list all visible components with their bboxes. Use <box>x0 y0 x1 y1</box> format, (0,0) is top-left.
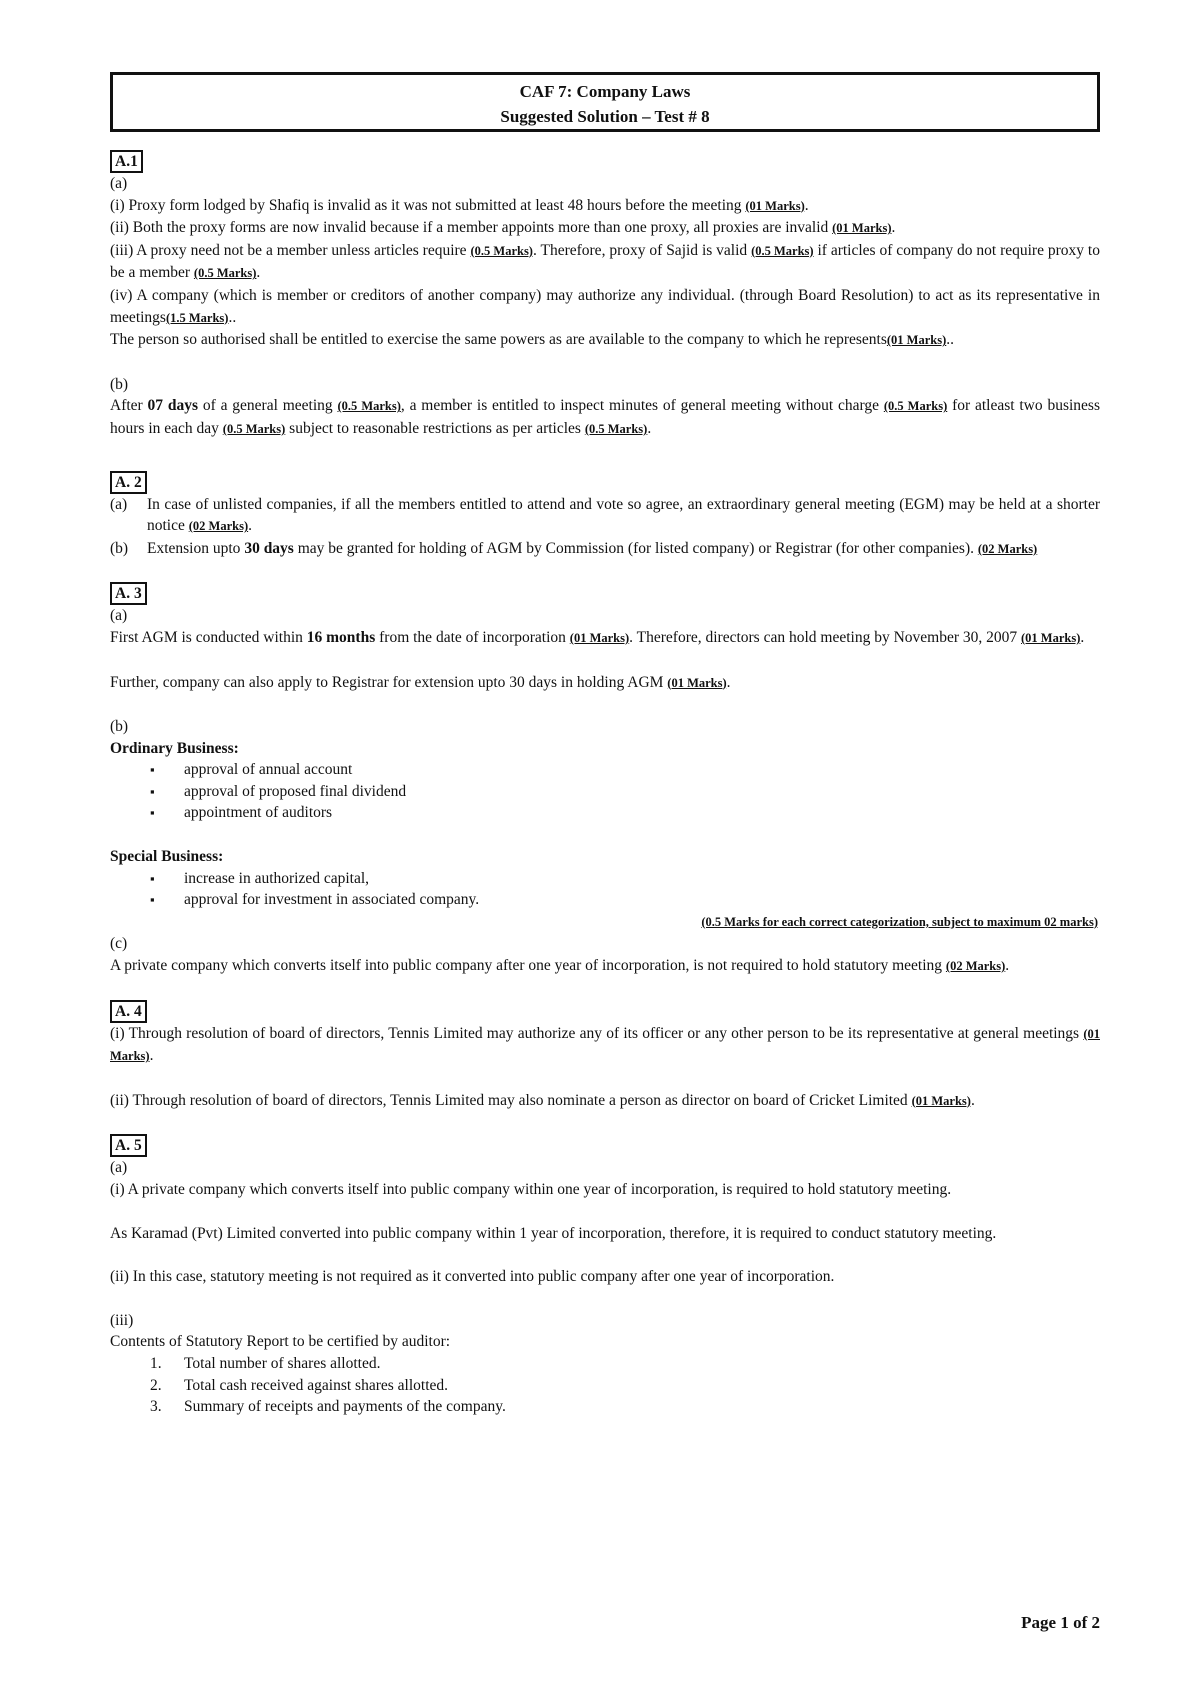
list-item: ▪ approval of proposed final dividend <box>150 781 1100 803</box>
marks: (01 Marks) <box>832 221 892 236</box>
marks: (0.5 Marks) <box>222 421 286 436</box>
a5-ii: (ii) In this case, statutory meeting is not required as it converted into public company after one year of incorporation. <box>110 1268 835 1286</box>
statutory-report-list <box>110 1353 1100 1418</box>
marks-note: (0.5 Marks for each correct categorization, subject to maximum 02 marks) <box>701 914 1098 929</box>
marks: (02 Marks) <box>188 519 249 534</box>
a1-iv: (iv) A company (which is member or creditors of another company) may authorize any individual. (through Board Resolution) to act as its representative in meetings(1.5 Marks).. <box>110 286 1100 326</box>
marks: (0.5 Marks) <box>584 421 648 436</box>
a1-iii: (iii) A proxy need not be a member unless articles require (0.5 Marks). Therefore, proxy of Sajid is valid (0.5 Marks) if articles of company do not require proxy to be a member (0.5 Marks). <box>110 241 1100 282</box>
marks: (0.5 Marks) <box>751 243 814 258</box>
a5-i: (i) A private company which converts itself into public company within one year of incorporation, is required to hold statutory meeting. <box>110 1181 952 1198</box>
a3-sub-b: (b) <box>110 718 129 736</box>
list-item: ▪ appointment of auditors <box>150 802 1100 824</box>
document-page <box>110 72 1100 1418</box>
marks: (0.5 Marks) <box>337 399 401 414</box>
marks: (01 Marks) <box>886 333 947 348</box>
a4-ii: (ii) Through resolution of board of directors, Tennis Limited may also nominate a person as director on board of Cricket Limited (01 Marks). <box>110 1091 975 1109</box>
question-label-a4: A. 4 <box>110 1000 147 1023</box>
ordinary-business-heading: Ordinary Business: <box>110 739 239 757</box>
a3-c-text: A private company which converts itself into public company after one year of incorporation, is not required to hold statutory meeting (02 Marks). <box>110 957 1010 975</box>
special-business-heading: Special Business: <box>110 848 224 866</box>
question-label-a3: A. 3 <box>110 582 147 605</box>
list-item: ▪ increase in authorized capital, <box>150 868 1100 890</box>
marks: (01 Marks) <box>911 1093 971 1108</box>
marks: (01 Marks) <box>745 198 805 213</box>
question-label-a1: A.1 <box>110 150 143 173</box>
marks: (0.5 Marks) <box>883 399 948 414</box>
header-box <box>110 72 1100 132</box>
a1-v: The person so authorised shall be entitled to exercise the same powers as are available to the company to which he represents(01 Marks).. <box>110 331 955 349</box>
a5-iii-label: (iii) <box>110 1311 134 1329</box>
marks: (02 Marks) <box>945 959 1006 974</box>
a1-sub-b: (b) <box>110 375 129 393</box>
a4-i: (i) Through resolution of board of directors, Tennis Limited may authorize any of its officer or any other person to be its representative at general meetings (01 Marks). <box>110 1024 1100 1065</box>
question-label-a2: A. 2 <box>110 471 147 494</box>
a3-sub-a: (a) <box>110 607 128 625</box>
a2-a: (a) In case of unlisted companies, if all the members entitled to attend and vote so agree, an extraordinary general meeting (EGM) may be held at a shorter notice (02 Marks). <box>110 495 1100 535</box>
list-item: 3. Summary of receipts and payments of the company. <box>150 1398 506 1416</box>
content <box>110 150 1100 1418</box>
a1-b-text: After 07 days of a general meeting (0.5 Marks), a member is entitled to inspect minutes of general meeting without charge (0.5 Marks) for atleast two business hours in each day (0.5 Marks) subject to reasonable restrictions as per articles (0.5 Marks). <box>110 397 1100 437</box>
ordinary-business-list <box>110 759 1100 824</box>
a3-a-text: First AGM is conducted within 16 months from the date of incorporation (01 Marks). Therefore, directors can hold meeting by November 30, 2007 (01 Marks). <box>110 628 1085 646</box>
marks: (0.5 Marks) <box>470 243 533 258</box>
header-subtitle: Suggested Solution – Test # 8 <box>500 107 710 126</box>
marks: (01 Marks) <box>667 675 727 690</box>
a5-sub-a: (a) <box>110 1159 128 1177</box>
a5-iii-intro: Contents of Statutory Report to be certified by auditor: <box>110 1333 451 1351</box>
marks: (01 Marks) <box>569 630 630 645</box>
page-number: Page 1 of 2 <box>1021 1613 1100 1632</box>
a1-ii: (ii) Both the proxy forms are now invalid because if a member appoints more than one proxy, all proxies are invalid (01 Marks). <box>110 219 896 237</box>
marks: (02 Marks) <box>977 541 1038 556</box>
marks: (1.5 Marks) <box>165 310 229 325</box>
header-title: CAF 7: Company Laws <box>519 82 691 101</box>
question-label-a5: A. 5 <box>110 1134 147 1157</box>
a5-karamad: As Karamad (Pvt) Limited converted into public company within 1 year of incorporation, therefore, it is required to conduct statutory meeting. <box>110 1224 997 1242</box>
a1-i: (i) Proxy form lodged by Shafiq is invalid as it was not submitted at least 48 hours before the meeting (01 Marks). <box>110 196 809 214</box>
list-item: ▪ approval for investment in associated company. <box>150 889 1100 911</box>
a2-b: (b) Extension upto 30 days may be granted for holding of AGM by Commission (for listed company) or Registrar (for other companies). (02 Marks) <box>110 539 1038 557</box>
list-item: 2. Total cash received against shares allotted. <box>150 1376 449 1394</box>
a1-sub-a: (a) <box>110 175 128 192</box>
list-item: 1. Total number of shares allotted. <box>150 1354 381 1372</box>
special-business-list <box>110 868 1100 911</box>
marks: (01 Marks) <box>1021 630 1081 645</box>
marks: (0.5 Marks) <box>193 266 257 281</box>
a3-further: Further, company can also apply to Registrar for extension upto 30 days in holding AGM (01 Marks). <box>110 673 731 691</box>
list-item: ▪ approval of annual account <box>150 759 1100 781</box>
marks: (01 Marks) <box>110 1026 1100 1064</box>
a3-sub-c: (c) <box>110 935 128 953</box>
